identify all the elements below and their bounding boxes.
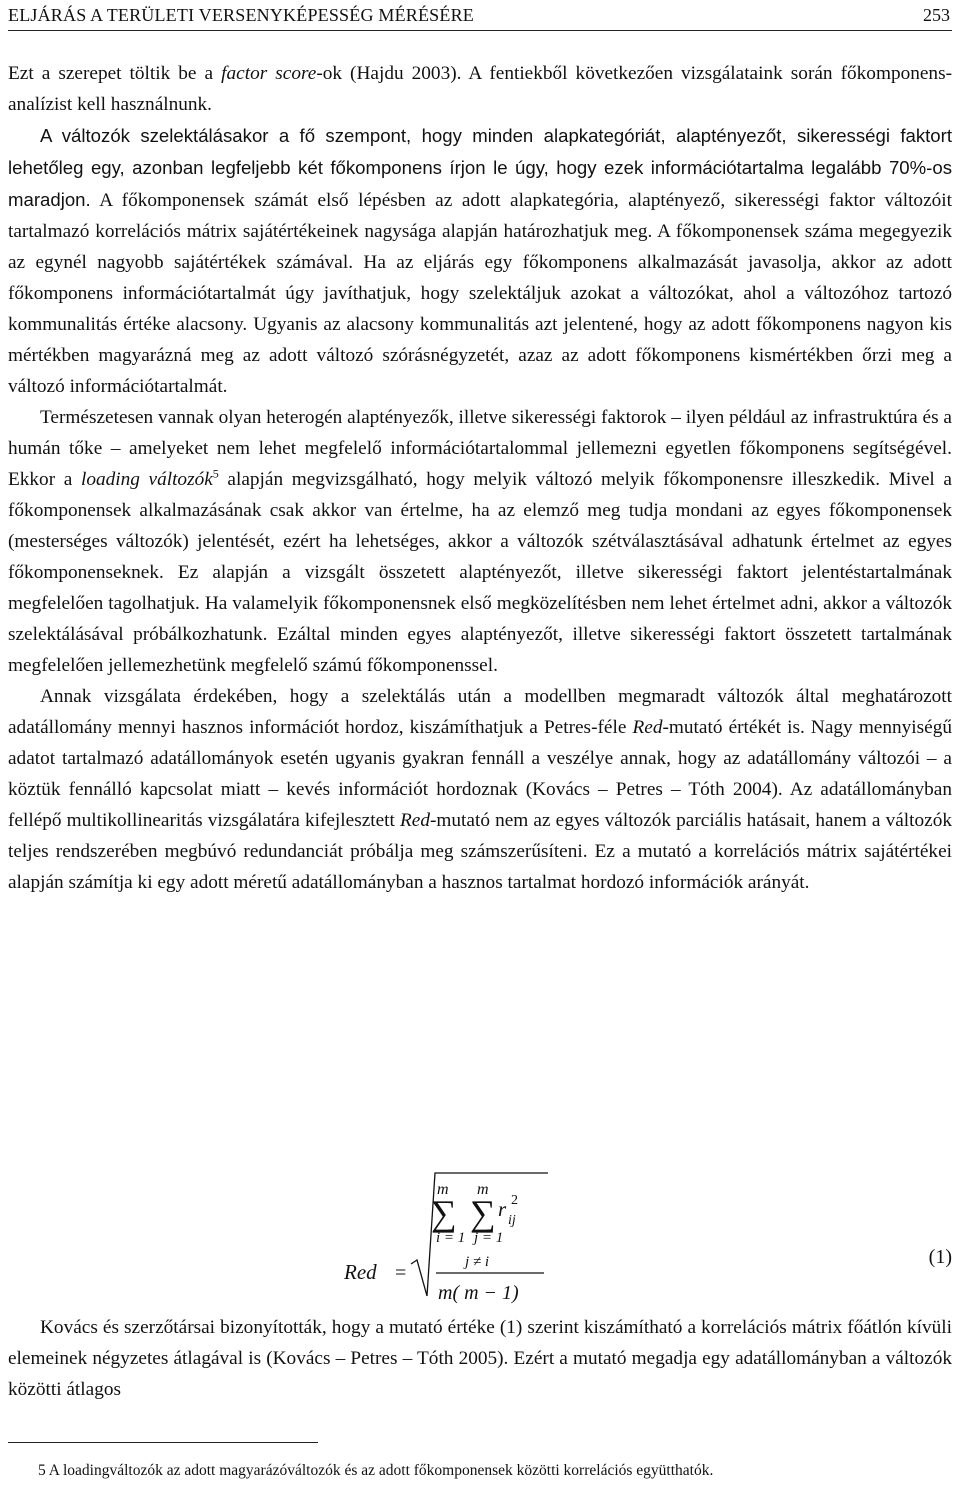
paragraph-4-text-c: -mutató nem az egyes változók parciális hatásait, hanem a változók teljes rendszerében megbúvó redundanciát próbálja meg számszerűsíteni. Ez a mutató a korrelációs mátrix sajátértékei alapján számítja ki egy adott méretű adatállományban a hasznos tartalmat hordozó információk arányát. bbox=[8, 810, 952, 893]
sigma-1: ∑ bbox=[431, 1193, 457, 1233]
paragraph-2-sans-text: A változók szelektálásakor a fő szempont, hogy minden alapkategóriát, alaptényezőt, sikerességi faktort lehetőleg egy, azonban legfeljebb két főkomponens írjon le úgy, hogy ezek információtartalma legalább 70%-os maradjon. bbox=[8, 125, 952, 210]
paragraph-2-text: A főkomponensek számát első lépésben az adott alapkategória, alaptényező, sikerességi faktor változóit tartalmazó korrelációs mátrix sajátértékeinek nagysága alapján határozhatjuk meg. A főkomponensek száma megegyezik az egynél nagyobb sajátértékek számával. Ha az eljárás egy főkomponens alkalmazását javasolja, akkor az adott főkomponens információtartalmát úgy javíthatjuk, hogy szelektáljuk azokat a változókat, ahol a változóhoz tartozó kommunalitás értéke alacsony. Ugyanis az alacsony kommunalitás azt jelentené, hogy az adott főkomponens nagyon kis mértékben magyarázná meg az adott változó szórásnégyzetét, azaz az adott főkomponens kismértékben őrzi meg a változó információtartalmát. bbox=[8, 190, 952, 397]
paragraph-2 bbox=[8, 120, 952, 402]
paragraph-5: Kovács és szerzőtársai bizonyították, hogy a mutató értéke (1) szerint kiszámítható a korrelációs mátrix főátlón kívüli elemeinek négyzetes átlagával is (Kovács – Petres – Tóth 2005). Ezért a mutató megadja egy adatállományban a változók közötti átlagos bbox=[8, 1317, 952, 1400]
denominator: m( m − 1) bbox=[438, 1282, 519, 1304]
paragraph-4-text-b: -mutató értékét is. Nagy mennyiségű adatot tartalmazó adatállományok esetén ugyanis gyakran fennáll a veszélye annak, hogy az adatállomány változói – a köztük fennálló kapcsolat miatt – kevés információt hordoznak (Kovács – Petres – Tóth 2004). Az adatállományban fellépő multikollinearitás vizsgálatára kifejlesztett bbox=[8, 717, 952, 831]
running-header bbox=[8, 3, 952, 31]
red-symbol: Red bbox=[344, 1260, 377, 1284]
equation-1 bbox=[8, 1160, 952, 1310]
sum2-upper: m bbox=[477, 1181, 489, 1198]
paragraph-3-text-b: alapján megvizsgálható, hogy melyik változó melyik főkomponensre illeszkedik. Mivel a főkomponensek alkalmazásának csak akkor van értelme, ha az elemző meg tudja mondani az egyes főkomponensek (mesterséges változók) jelentését, ezért ha lehetséges, akkor a változók szétválasztásával adhatunk értelmet az egyes főkomponenseknek. Ez alapján a vizsgált összetett alaptényezőt, illetve sikerességi faktort jelentéstartalmának megfelelően tagolhatjuk. Ha valamelyik főkomponensnek első megközelítésben nem lehet értelmet adni, akkor a változók szelektálásával próbálkozhatunk. Ezáltal minden egyes alaptényezőt, illetve sikerességi faktort összetett tartalmának megfelelően jellemezhetünk megfelelő számú főkomponenssel. bbox=[8, 469, 952, 676]
r-subscript: ij bbox=[508, 1213, 516, 1228]
equation-number: (1) bbox=[928, 1246, 952, 1268]
sum1-lower: i = 1 bbox=[436, 1230, 466, 1246]
body-text-continued bbox=[8, 1312, 952, 1405]
loading-variables-term: loading változók bbox=[80, 469, 213, 490]
sum1-upper: m bbox=[437, 1181, 449, 1198]
equals-sign: = bbox=[395, 1262, 407, 1284]
paragraph-4-text-a: Annak vizsgálata érdekében, hogy a szelektálás után a modellben megmaradt változók által meghatározott adatállomány mennyi hasznos információt hordoz, kiszámíthatjuk a Petres-féle bbox=[8, 686, 952, 738]
footnote-5: 5 A loadingváltozók az adott magyarázóváltozók és az adott főkomponensek közötti korrelációs együtthatók. bbox=[38, 1462, 714, 1479]
running-title: ELJÁRÁS A TERÜLETI VERSENYKÉPESSÉG MÉRÉSÉRE bbox=[8, 5, 474, 25]
paragraph-1-text-b: -ok (Hajdu 2003). A fentiekből következően vizsgálataink során főkomponens-analízist kell használnunk. bbox=[8, 63, 952, 115]
factor-score-term: factor score bbox=[221, 63, 317, 84]
r-superscript: 2 bbox=[511, 1193, 518, 1208]
footnote-separator bbox=[8, 1442, 318, 1443]
red-term-2: Red bbox=[400, 810, 430, 831]
footnote-ref-5: 5 bbox=[212, 466, 219, 481]
sigma-2: ∑ bbox=[470, 1193, 496, 1233]
page-number: 253 bbox=[923, 5, 950, 25]
paragraph-3-text-a: Természetesen vannak olyan heterogén alaptényezők, illetve sikerességi faktorok – ilyen például az infrastruktúra és a humán tőke – amelyeket nem lehet megfelelő információtartalommal jellemezni egyetlen főkomponens segítségével. Ekkor a bbox=[8, 407, 952, 490]
paragraph-1-text-a: Ezt a szerepet töltik be a bbox=[8, 63, 222, 84]
sum2-lower: j = 1 bbox=[474, 1230, 504, 1246]
body-text bbox=[8, 58, 952, 898]
red-term-1: Red bbox=[632, 717, 663, 738]
sum-condition: j ≠ i bbox=[465, 1254, 490, 1270]
paragraph-1 bbox=[8, 58, 952, 120]
paragraph-4 bbox=[8, 681, 952, 898]
red-formula bbox=[8, 1160, 952, 1310]
r-term: r bbox=[498, 1197, 507, 1221]
paragraph-3 bbox=[8, 402, 952, 681]
